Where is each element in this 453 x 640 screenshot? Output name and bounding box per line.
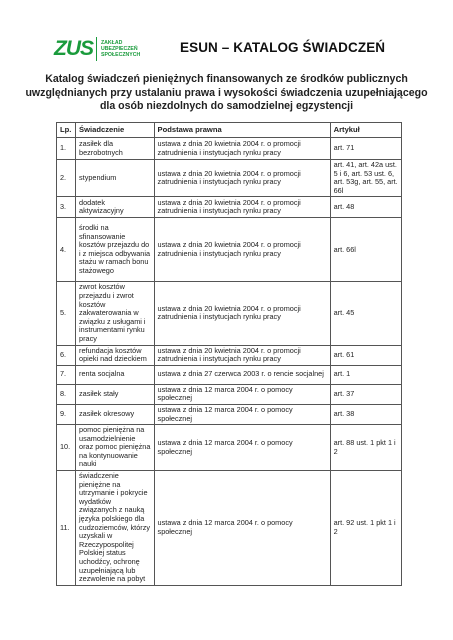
table-row bbox=[57, 404, 402, 424]
cell-benefit: świadczenie pieniężne na utrzymanie i pokrycie wydatków związanych z nauką języka polskiego dla cudzoziemców, którzy uzyskali w Rzeczypospolitej Polskiej status uchodźcy, ochronę uzupełniającą lub zezwolenie na pobyt bbox=[76, 471, 155, 586]
cell-legal-basis: ustawa z dnia 20 kwietnia 2004 r. o promocji zatrudnienia i instytucjach rynku pracy bbox=[154, 345, 330, 365]
cell-legal-basis: ustawa z dnia 27 czerwca 2003 r. o rencie socjalnej bbox=[154, 365, 330, 384]
document-main-title: Katalog świadczeń pieniężnych finansowanych ze środków publicznych uwzględnianych przy ustalaniu prawa i wysokości świadczenia uzupełniającego dla osób niezdolnych do samodzielnej egzystencji bbox=[25, 73, 428, 112]
cell-lp: 4. bbox=[57, 218, 76, 282]
cell-article: art. 61 bbox=[330, 345, 401, 365]
cell-benefit: refundacja kosztów opieki nad dzieckiem bbox=[76, 345, 155, 365]
cell-article: art. 45 bbox=[330, 282, 401, 345]
table-row bbox=[57, 384, 402, 404]
cell-article: art. 66l bbox=[330, 218, 401, 282]
cell-article: art. 37 bbox=[330, 384, 401, 404]
cell-benefit: renta socjalna bbox=[76, 365, 155, 384]
cell-lp: 7. bbox=[57, 365, 76, 384]
document-header-title: ESUN – KATALOG ŚWIADCZEŃ bbox=[180, 40, 386, 55]
cell-lp: 3. bbox=[57, 197, 76, 218]
logo-divider bbox=[96, 37, 97, 61]
cell-lp: 10. bbox=[57, 425, 76, 471]
cell-benefit: zwrot kosztów przejazdu i zwrot kosztów zakwaterowania w związku z usługami i instrumentami rynku pracy bbox=[76, 282, 155, 345]
table-row bbox=[57, 425, 402, 471]
cell-legal-basis: ustawa z dnia 12 marca 2004 r. o pomocy społecznej bbox=[154, 425, 330, 471]
cell-legal-basis: ustawa z dnia 20 kwietnia 2004 r. o promocji zatrudnienia i instytucjach rynku pracy bbox=[154, 197, 330, 218]
cell-benefit: pomoc pieniężna na usamodzielnienie oraz pomoc pieniężna na kontynuowanie nauki bbox=[76, 425, 155, 471]
table-row bbox=[57, 138, 402, 160]
cell-benefit: zasiłek dla bezrobotnych bbox=[76, 138, 155, 160]
cell-lp: 1. bbox=[57, 138, 76, 160]
cell-lp: 5. bbox=[57, 282, 76, 345]
zus-logo-mark: ZUS bbox=[54, 37, 93, 60]
table-row bbox=[57, 471, 402, 586]
cell-article: art. 88 ust. 1 pkt 1 i 2 bbox=[330, 425, 401, 471]
table-row bbox=[57, 345, 402, 365]
cell-article: art. 1 bbox=[330, 365, 401, 384]
cell-legal-basis: ustawa z dnia 12 marca 2004 r. o pomocy społecznej bbox=[154, 471, 330, 586]
cell-article: art. 71 bbox=[330, 138, 401, 160]
column-header-benefit: Świadczenie bbox=[76, 123, 155, 138]
cell-legal-basis: ustawa z dnia 20 kwietnia 2004 r. o promocji zatrudnienia i instytucjach rynku pracy bbox=[154, 160, 330, 197]
cell-benefit: zasiłek okresowy bbox=[76, 404, 155, 424]
cell-legal-basis: ustawa z dnia 12 marca 2004 r. o pomocy społecznej bbox=[154, 404, 330, 424]
cell-benefit: środki na sfinansowanie kosztów przejazdu do i z miejsca odbywania stażu w ramach bonu stażowego bbox=[76, 218, 155, 282]
cell-benefit: zasiłek stały bbox=[76, 384, 155, 404]
cell-legal-basis: ustawa z dnia 12 marca 2004 r. o pomocy społecznej bbox=[154, 384, 330, 404]
cell-article: art. 48 bbox=[330, 197, 401, 218]
cell-benefit: stypendium bbox=[76, 160, 155, 197]
cell-article: art. 38 bbox=[330, 404, 401, 424]
table-header-row bbox=[57, 123, 402, 138]
zus-logo bbox=[54, 36, 140, 62]
cell-article: art. 41, art. 42a ust. 5 i 6, art. 53 ust. 6, art. 53g, art. 55, art. 66l bbox=[330, 160, 401, 197]
benefits-catalog-table bbox=[56, 122, 402, 586]
table-row bbox=[57, 197, 402, 218]
column-header-legal-basis: Podstawa prawna bbox=[154, 123, 330, 138]
cell-lp: 9. bbox=[57, 404, 76, 424]
cell-lp: 6. bbox=[57, 345, 76, 365]
table-row bbox=[57, 160, 402, 197]
table-row bbox=[57, 365, 402, 384]
column-header-article: Artykuł bbox=[330, 123, 401, 138]
table-row bbox=[57, 218, 402, 282]
cell-lp: 8. bbox=[57, 384, 76, 404]
table-body bbox=[57, 138, 402, 586]
table-row bbox=[57, 282, 402, 345]
zus-logo-text: ZAKŁAD UBEZPIECZEŃ SPOŁECZNYCH bbox=[101, 39, 141, 59]
cell-article: art. 92 ust. 1 pkt 1 i 2 bbox=[330, 471, 401, 586]
cell-lp: 11. bbox=[57, 471, 76, 586]
cell-lp: 2. bbox=[57, 160, 76, 197]
cell-legal-basis: ustawa z dnia 20 kwietnia 2004 r. o promocji zatrudnienia i instytucjach rynku pracy bbox=[154, 282, 330, 345]
cell-legal-basis: ustawa z dnia 20 kwietnia 2004 r. o promocji zatrudnienia i instytucjach rynku pracy bbox=[154, 218, 330, 282]
column-header-lp: Lp. bbox=[57, 123, 76, 138]
cell-legal-basis: ustawa z dnia 20 kwietnia 2004 r. o promocji zatrudnienia i instytucjach rynku pracy bbox=[154, 138, 330, 160]
cell-benefit: dodatek aktywizacyjny bbox=[76, 197, 155, 218]
